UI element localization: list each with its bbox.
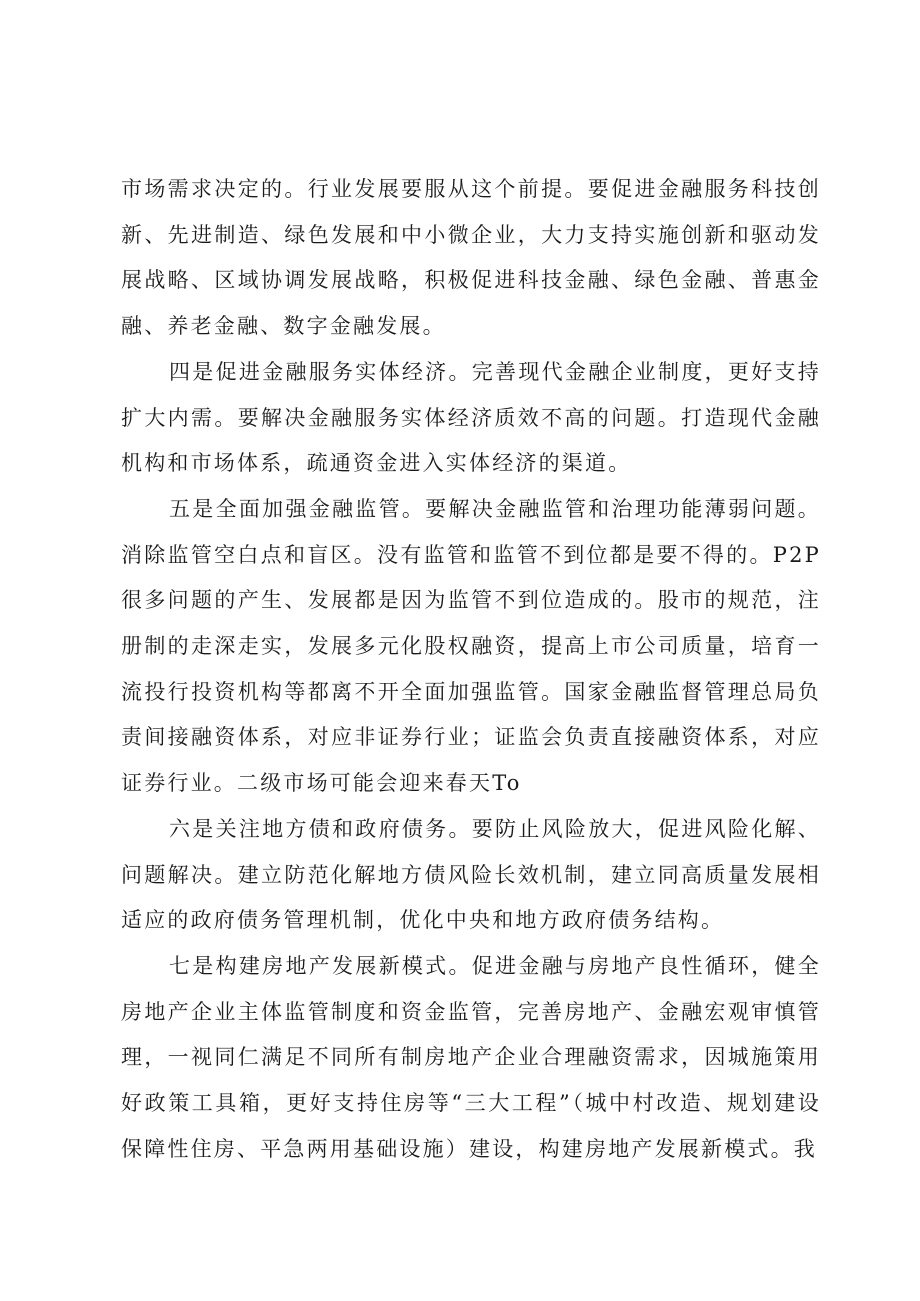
paragraph-point-six: 六是关注地方债和政府债务。要防止风险放大，促进风险化解、问题解决。建立防范化解地方债风险长效机制，建立同高质量发展相适应的政府债务管理机制，优化中央和地方政府债务结构。 bbox=[121, 816, 821, 933]
paragraph-point-five: 五是全面加强金融监管。要解决金融监管和治理功能薄弱问题。消除监管空白点和盲区。没有监管和监管不到位都是要不得的。P2P很多问题的产生、发展都是因为监管不到位造成的。股市的规范，注册制的走深走实，发展多元化股权融资，提高上市公司质量，培育一流投行投资机构等都离不开全面加强监管。国家金融监督管理总局负责间接融资体系，对应非证券行业；证监会负责直接融资体系，对应证券行业。二级市场可能会迎来春天To bbox=[121, 496, 821, 796]
paragraph-point-seven: 七是构建房地产发展新模式。促进金融与房地产良性循环，健全房地产企业主体监管制度和资金监管，完善房地产、金融宏观审慎管理，一视同仁满足不同所有制房地产企业合理融资需求，因城施策用好政策工具箱，更好支持住房等“三大工程”（城中村改造、规划建设保障性住房、平急两用基础设施）建设，构建房地产发展新模式。我 bbox=[121, 953, 821, 1161]
body-text bbox=[121, 167, 821, 1172]
paragraph-market-demand: 市场需求决定的。行业发展要服从这个前提。要促进金融服务科技创新、先进制造、绿色发展和中小微企业，大力支持实施创新和驱动发展战略、区域协调发展战略，积极促进科技金融、绿色金融、普惠金融、养老金融、数字金融发展。 bbox=[121, 177, 821, 339]
paragraph-point-four: 四是促进金融服务实体经济。完善现代金融企业制度，更好支持扩大内需。要解决金融服务实体经济质效不高的问题。打造现代金融机构和市场体系，疏通资金进入实体经济的渠道。 bbox=[121, 359, 821, 476]
